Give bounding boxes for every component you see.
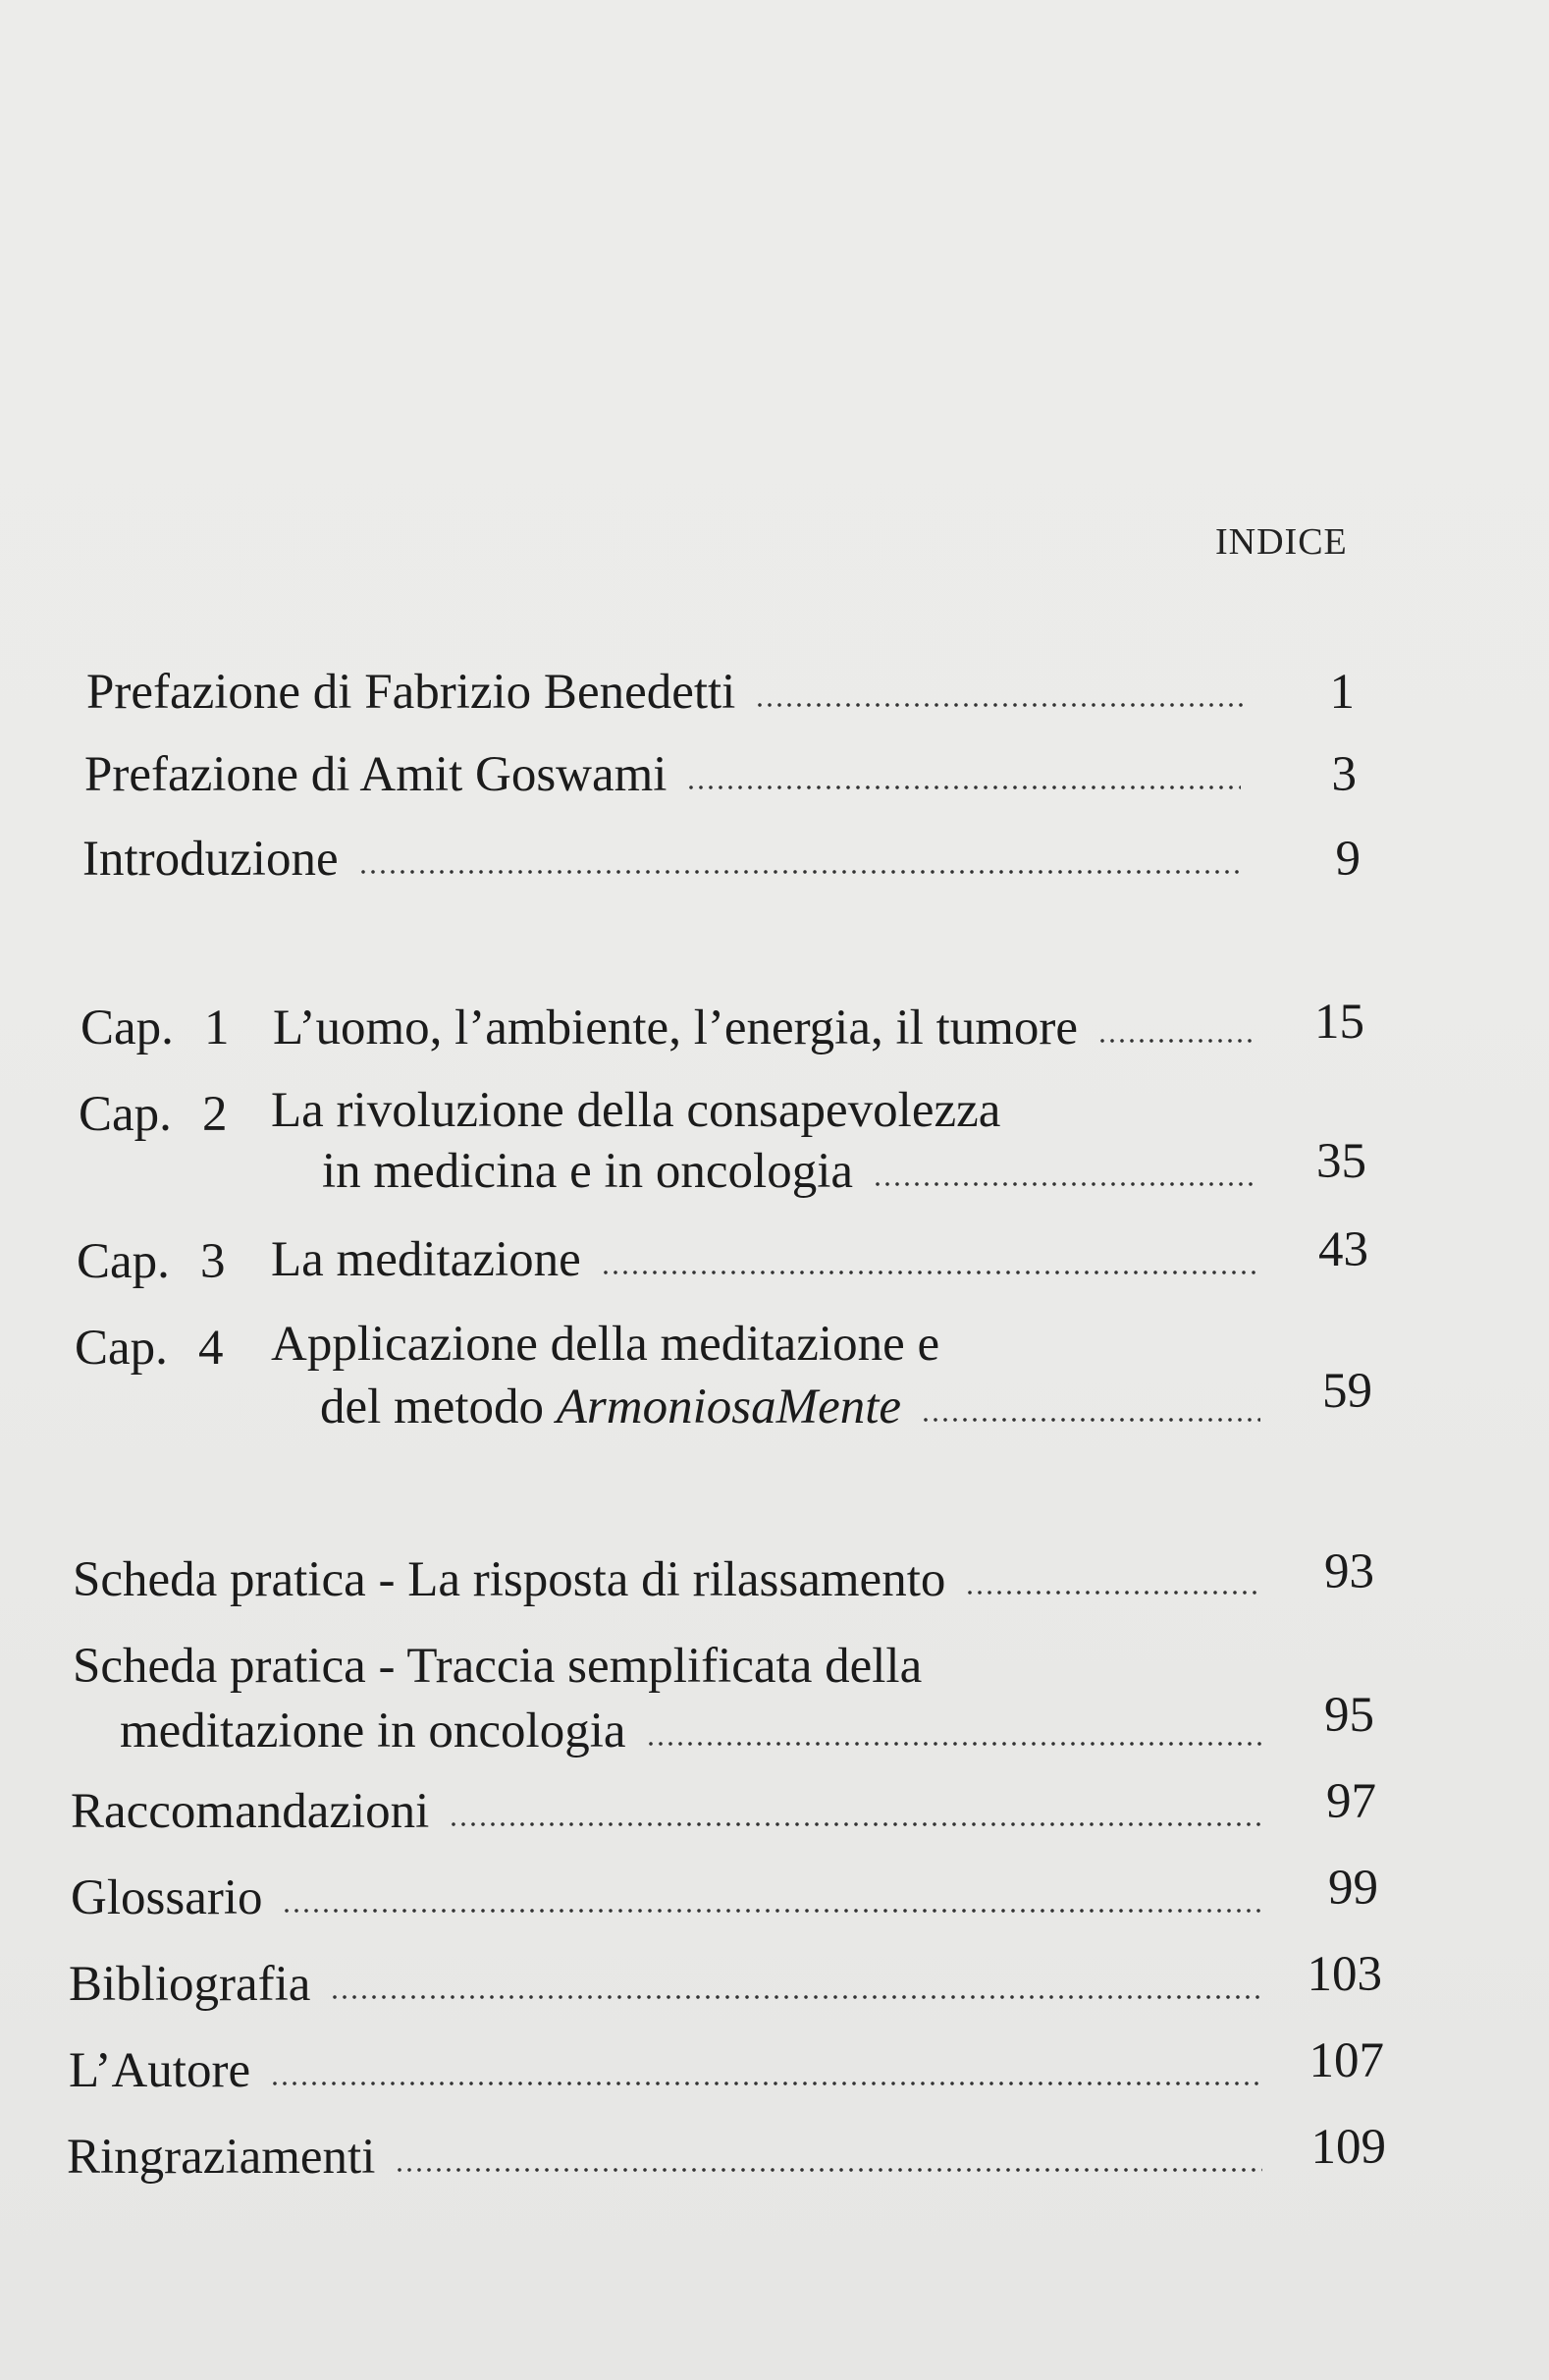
toc-entry-cap-4 [320,1379,1282,1435]
chapter-number: 1 [204,1001,230,1055]
toc-entry-label-cont: in medicina e in oncologia [322,1144,854,1199]
toc-entry-bibliografia [69,1956,1284,2013]
toc-entry-label: Bibliografia [69,1957,311,2012]
toc-entry-page: 109 [1310,2120,1386,2175]
toc-entry-glossario [71,1869,1284,1926]
toc-entry-page: 103 [1307,1947,1382,2002]
method-name: ArmoniosaMente [556,1379,902,1434]
toc-entry-page: 107 [1309,2033,1384,2088]
dot-leader [601,1271,1256,1274]
chapter-cap-label: Cap. [77,1234,170,1289]
dot-leader [921,1418,1260,1422]
toc-entry-introduzione [82,831,1263,888]
chapter-number: 2 [202,1087,228,1142]
toc-entry-label: Prefazione di Fabrizio Benedetti [86,665,736,720]
chapter-cap-label: Cap. [75,1321,168,1376]
dot-leader [873,1182,1256,1186]
dot-leader [330,1995,1262,1999]
toc-entry-label: La rivoluzione della consapevolezza [271,1083,1001,1138]
toc-entry-page: 9 [1335,832,1361,887]
chapter-number: 3 [200,1234,226,1289]
toc-entry-page: 95 [1324,1688,1374,1743]
toc-entry-page: 59 [1322,1364,1372,1419]
toc-entry-prefazione-goswami [84,746,1262,803]
toc-entry-autore [69,2042,1284,2099]
toc-entry-prefazione-benedetti [86,664,1264,721]
toc-entry-page: 1 [1329,665,1355,720]
dot-leader [686,785,1241,789]
dot-leader [1097,1039,1253,1043]
dot-leader [755,703,1243,707]
dot-leader [358,870,1242,874]
toc-entry-ringraziamenti [67,2129,1284,2186]
toc-entry-scheda-traccia [120,1703,1284,1759]
toc-entry-label: Raccomandazioni [71,1784,430,1839]
toc-entry-cap-2 [322,1143,1278,1200]
toc-entry-page: 97 [1326,1774,1376,1829]
toc-entry-page: 3 [1331,747,1357,802]
dot-leader [449,1822,1262,1826]
toc-entry-page: 93 [1324,1544,1374,1599]
dot-leader [646,1742,1262,1746]
toc-entry-label-cont: meditazione in oncologia [120,1704,626,1758]
toc-entry-label: Prefazione di Amit Goswami [84,747,668,802]
toc-entry-page: 15 [1314,995,1364,1050]
toc-entry-label-cont: del metodo ArmoniosaMente [320,1379,902,1434]
toc-entry-label: L’Autore [69,2043,251,2098]
chapter-cap-label: Cap. [80,1001,174,1055]
toc-entry-scheda-rilassamento [73,1551,1284,1608]
dot-leader [395,2168,1262,2172]
toc-entry-label: Ringraziamenti [67,2130,376,2185]
toc-entry-cap-1 [273,1000,1274,1056]
toc-entry-label: Introduzione [82,832,339,887]
toc-entry-label: Applicazione della meditazione e [271,1317,940,1372]
toc-entry-page: 99 [1328,1861,1378,1916]
chapter-cap-label: Cap. [79,1087,172,1142]
chapter-number: 4 [198,1321,224,1376]
page-title: INDICE [1215,521,1348,563]
toc-entry-label: L’uomo, l’ambiente, l’energia, il tumore [273,1001,1079,1055]
toc-entry-label: La meditazione [271,1232,581,1287]
dot-leader [965,1591,1262,1595]
toc-entry-label: Scheda pratica - Traccia semplificata della [73,1639,923,1694]
toc-entry-page: 43 [1318,1222,1368,1277]
toc-entry-label: Scheda pratica - La risposta di rilassamento [73,1552,946,1607]
dot-leader [270,2082,1262,2085]
dot-leader [282,1909,1262,1913]
toc-entry-page: 35 [1316,1134,1366,1189]
toc-entry-raccomandazioni [71,1783,1284,1840]
toc-entry-cap-3 [271,1231,1278,1288]
toc-entry-label: Glossario [71,1870,263,1925]
